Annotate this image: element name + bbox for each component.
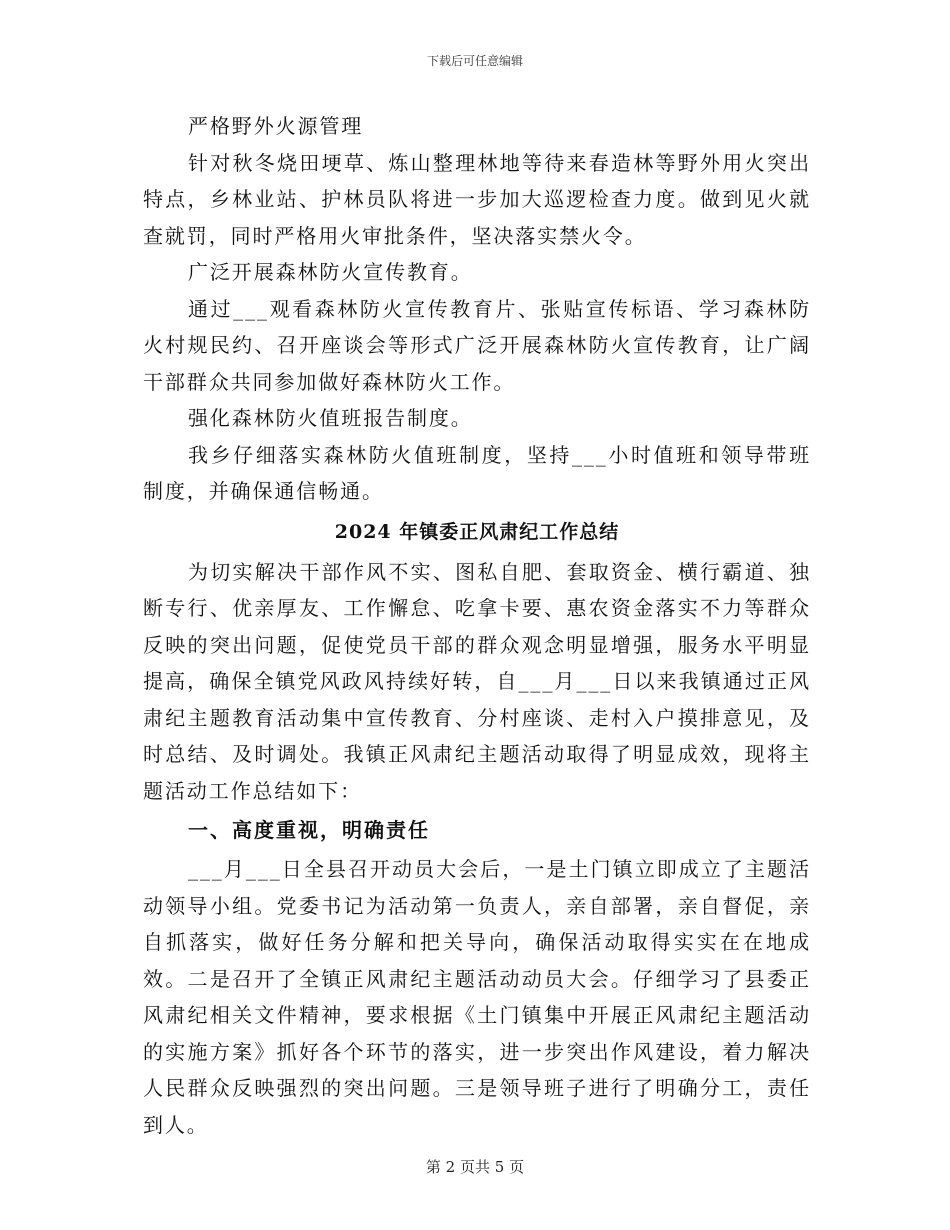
paragraph: 我乡仔细落实森林防火值班制度，坚持___小时值班和领导带班制度，并确保通信畅通。 [143,442,811,503]
document-title: 2024 年镇委正风肃纪工作总结 [334,520,620,543]
paragraph: 通过___观看森林防火宣传教育片、张贴宣传标语、学习森林防火村规民约、召开座谈会等形式广泛开展森林防火宣传教育，让广阔干部群众共同参加做好森林防火工作。 [143,296,811,394]
document-body [143,108,811,1143]
page-footer: 第 2 页共 5 页 [425,1158,525,1176]
page-header-note: 下载后可任意编辑 [426,54,523,68]
paragraph: ___月___日全县召开动员大会后，一是土门镇立即成立了主题活动领导小组。党委书记为活动第一负责人，亲自部署，亲自督促，亲自抓落实，做好任务分解和把关导向，确保活动取得实实在在地成效。二是召开了全镇正风肃纪主题活动动员大会。仔细学习了县委正风肃纪相关文件精神，要求根据《土门镇集中开展正风肃纪主题活动的实施方案》抓好各个环节的落实，进一步突出作风建设，着力解决人民群众反映强烈的突出问题。三是领导班子进行了明确分工，责任到人。 [143,857,811,1137]
paragraph: 广泛开展森林防火宣传教育。 [188,260,473,284]
paragraph: 为切实解决干部作风不实、图私自肥、套取资金、横行霸道、独断专行、优亲厚友、工作懈怠、吃拿卡要、惠农资金落实不力等群众反映的突出问题，促使党员干部的群众观念明显增强，服务水平明显提高，确保全镇党风政风持续好转，自___月___日以来我镇通过正风肃纪主题教育活动集中宣传教育、分村座谈、走村入户摸排意见，及时总结、及时调处。我镇正风肃纪主题活动取得了明显成效，现将主题活动工作总结如下： [143,559,811,803]
section-heading: 一、高度重视，明确责任 [188,818,430,842]
paragraph: 严格野外火源管理 [188,114,364,138]
paragraph: 针对秋冬烧田埂草、炼山整理林地等待来春造林等野外用火突出特点，乡林业站、护林员队将进一步加大巡逻检查力度。做到见火就查就罚，同时严格用火审批条件，坚决落实禁火令。 [143,150,811,248]
paragraph: 强化森林防火值班报告制度。 [188,406,473,430]
